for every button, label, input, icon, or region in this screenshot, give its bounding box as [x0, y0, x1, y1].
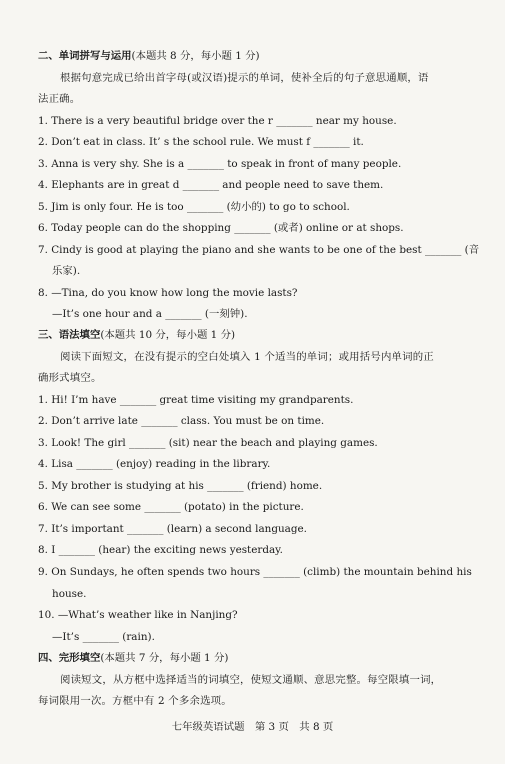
section2-item: 2. Don’t eat in class. It’ s the school rule. We must f _______ it.: [38, 136, 364, 148]
section3-item-continuation: house.: [52, 588, 87, 600]
section3-instructions-line1: 阅读下面短文，在没有提示的空白处填入 1 个适当的单词；或用括号内单词的正: [60, 351, 434, 363]
section2-item: 7. Cindy is good at playing the piano and she wants to be one of the best _______ (音: [38, 244, 480, 256]
section3-item: 1. Hi! I’m have _______ great time visiting my grandparents.: [38, 394, 354, 406]
section3-item: 5. My brother is studying at his _______ (friend) home.: [38, 480, 323, 492]
section4-instructions-line2: 每词限用一次。方框中有 2 个多余选项。: [38, 695, 232, 707]
section2-item: 4. Elephants are in great d _______ and people need to save them.: [38, 179, 384, 191]
section2-item: 1. There is a very beautiful bridge over the r _______ near my house.: [38, 115, 397, 127]
section4-score: (本题共 7 分，每小题 1 分): [100, 652, 229, 664]
section2-instructions-line1: 根据句意完成已给出首字母(或汉语)提示的单词，使补全后的句子意思通顺，语: [60, 72, 429, 84]
section2-item: 6. Today people can do the shopping _______ (或者) online or at shops.: [38, 222, 404, 234]
section3-item: 3. Look! The girl _______ (sit) near the beach and playing games.: [38, 437, 378, 449]
section3-item: 9. On Sundays, he often spends two hours _______ (climb) the mountain behind his: [38, 566, 472, 578]
section2-item: 8. —Tina, do you know how long the movie lasts?: [38, 287, 298, 299]
section2-item: 3. Anna is very shy. She is a _______ to speak in front of many people.: [38, 158, 402, 170]
section2-score: (本题共 8 分，每小题 1 分): [131, 50, 260, 62]
section2-title: 二、单词拼写与运用: [38, 50, 132, 62]
section2-instructions-line2: 法正确。: [38, 93, 81, 105]
section3-title: 三、语法填空: [38, 329, 101, 341]
section4-title: 四、完形填空: [38, 652, 101, 664]
section3-heading: [38, 328, 235, 342]
section4-heading: [38, 651, 228, 665]
section3-item: 4. Lisa _______ (enjoy) reading in the library.: [38, 458, 271, 470]
section3-instructions-line2: 确形式填空。: [38, 372, 102, 384]
section3-score: (本题共 10 分，每小题 1 分): [100, 329, 236, 341]
section4-instructions-line1: 阅读短文，从方框中选择适当的词填空，使短文通顺、意思完整。每空限填一词，: [60, 674, 442, 686]
section3-item: 2. Don’t arrive late _______ class. You must be on time.: [38, 415, 325, 427]
section2-heading: [38, 49, 260, 63]
page-footer: 七年级英语试题 第 3 页 共 8 页: [171, 721, 334, 733]
section3-item: 7. It’s important _______ (learn) a second language.: [38, 523, 307, 535]
section2-item: 5. Jim is only four. He is too _______ (幼小的) to go to school.: [38, 201, 350, 213]
section2-item-continuation: 乐家).: [52, 265, 81, 277]
section3-item: 10. —What’s weather like in Nanjing?: [38, 609, 238, 621]
section3-item: 6. We can see some _______ (potato) in the picture.: [38, 501, 304, 513]
section3-item: 8. I _______ (hear) the exciting news yesterday.: [38, 544, 283, 556]
section2-item-answer: —It’s one hour and a _______ (一刻钟).: [52, 308, 248, 320]
section3-item-answer: —It’s _______ (rain).: [52, 631, 155, 643]
